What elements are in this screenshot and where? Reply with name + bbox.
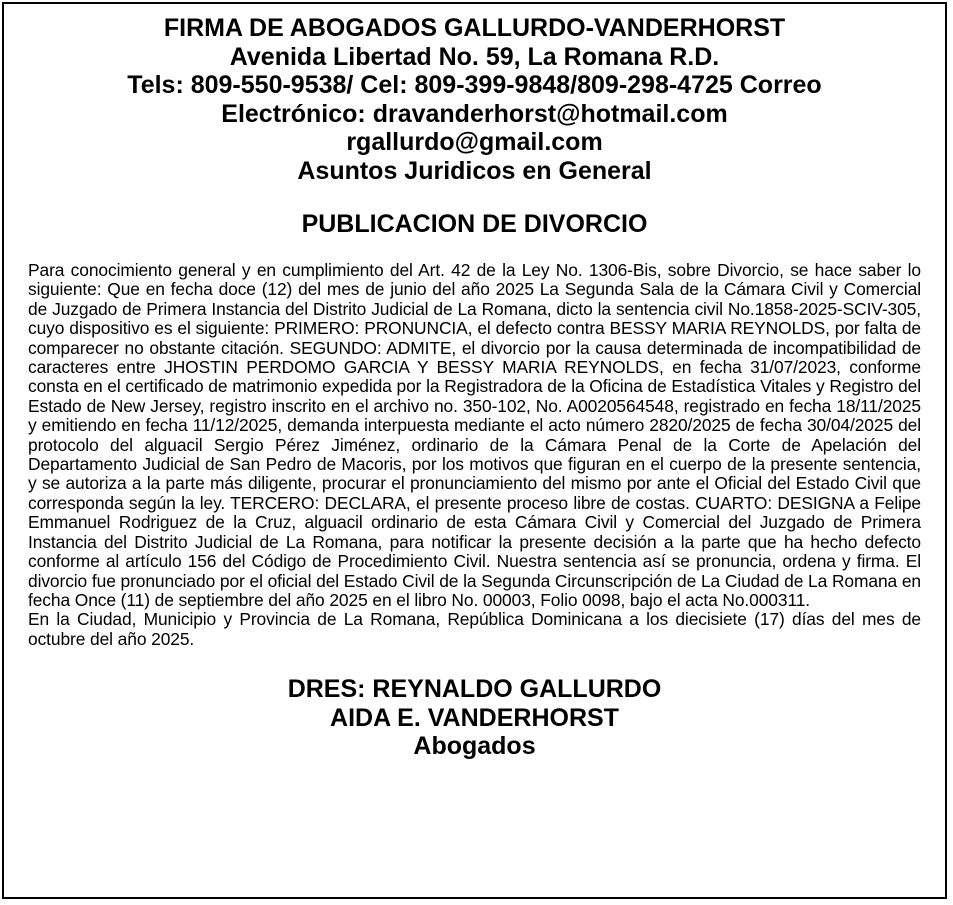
law-firm-header: [24, 4, 925, 185]
firm-phones: Tels: 809-550-9538/ Cel: 809-399-9848/809-298-4725 Correo: [127, 71, 822, 99]
signature-lawyer-1: DRES: REYNALDO GALLURDO: [287, 675, 662, 704]
signature-title: Abogados: [413, 732, 536, 761]
publication-title: PUBLICACION DE DIVORCIO: [301, 210, 648, 238]
signature-block: [4, 675, 945, 761]
firm-address: Avenida Libertad No. 59, La Romana R.D.: [229, 42, 720, 71]
legal-notice: [2, 2, 947, 899]
firm-email-secondary: rgallurdo@gmail.com: [346, 128, 603, 156]
firm-email-primary: Electrónico: dravanderhorst@hotmail.com: [221, 99, 728, 128]
firm-name: FIRMA DE ABOGADOS GALLURDO-VANDERHORST: [163, 14, 786, 42]
notice-paragraph-main: Para conocimiento general y en cumplimiento del Art. 42 de la Ley No. 1306-Bis, sobre Divorcio, se hace saber lo siguiente: Que en fecha doce (12) del mes de junio del año 2025 La Segunda Sala de la Cámara Civil y Comercial de Juzgado de Primera Instancia del Distrito Judicial de La Romana, dicto la sentencia civil No.1858-2025-SCIV-305, cuyo dispositivo es el siguiente: PRIMERO: PRONUNCIA, el defecto contra BESSY MARIA REYNOLDS, por falta de comparecer no obstante citación. SEGUNDO: ADMITE, el divorcio por la causa determinada de incompatibilidad de caracteres entre JHOSTIN PERDOMO GARCIA Y BESSY MARIA REYNOLDS, en fecha 31/07/2023, conforme consta en el certificado de matrimonio expedida por la Registradora de la Oficina de Estadística Vitales y Registro del Estado de New Jersey, registro inscrito en el archivo no. 350-102, No. A0020564548, registrado en fecha 18/11/2025 y emitiendo en fecha 11/12/2025, demanda interpuesta mediante el acto número 2820/2025 de fecha 30/04/2025 del protocolo del alguacil Sergio Pérez Jiménez, ordinario de la Cámara Penal de la Corte de Apelación del Departamento Judicial de San Pedro de Macoris, por los motivos que figuran en el cuerpo de la presente sentencia, y se autoriza a la parte más diligente, procurar el pronunciamiento del mismo por ante el Oficial del Estado Civil que corresponda según la ley. TERCERO: DECLARA, el presente proceso libre de costas. CUARTO: DESIGNA a Felipe Emmanuel Rodriguez de la Cruz, alguacil ordinario de esta Cámara Civil y Comercial del Juzgado de Primera Instancia del Distrito Judicial de La Romana, para notificar la presente decisión a la parte que ha hecho defecto conforme al artículo 156 del Código de Procedimiento Civil. Nuestra sentencia así se pronuncia, ordena y firma. El divorcio fue pronunciado por el oficial del Estado Civil de la Segunda Circunscripción de La Ciudad de La Romana en fecha Once (11) de septiembre del año 2025 en el libro No. 00003, Folio 0098, bajo el acta No.000311.: [28, 260, 921, 610]
firm-specialty: Asuntos Juridicos en General: [297, 156, 652, 185]
signature-lawyer-2: AIDA E. VANDERHORST: [330, 703, 619, 732]
notice-body: [28, 261, 921, 649]
notice-paragraph-closing: En la Ciudad, Municipio y Provincia de La Romana, República Dominicana a los diecisiete (17) días del mes de octubre del año 2025.: [28, 609, 921, 649]
